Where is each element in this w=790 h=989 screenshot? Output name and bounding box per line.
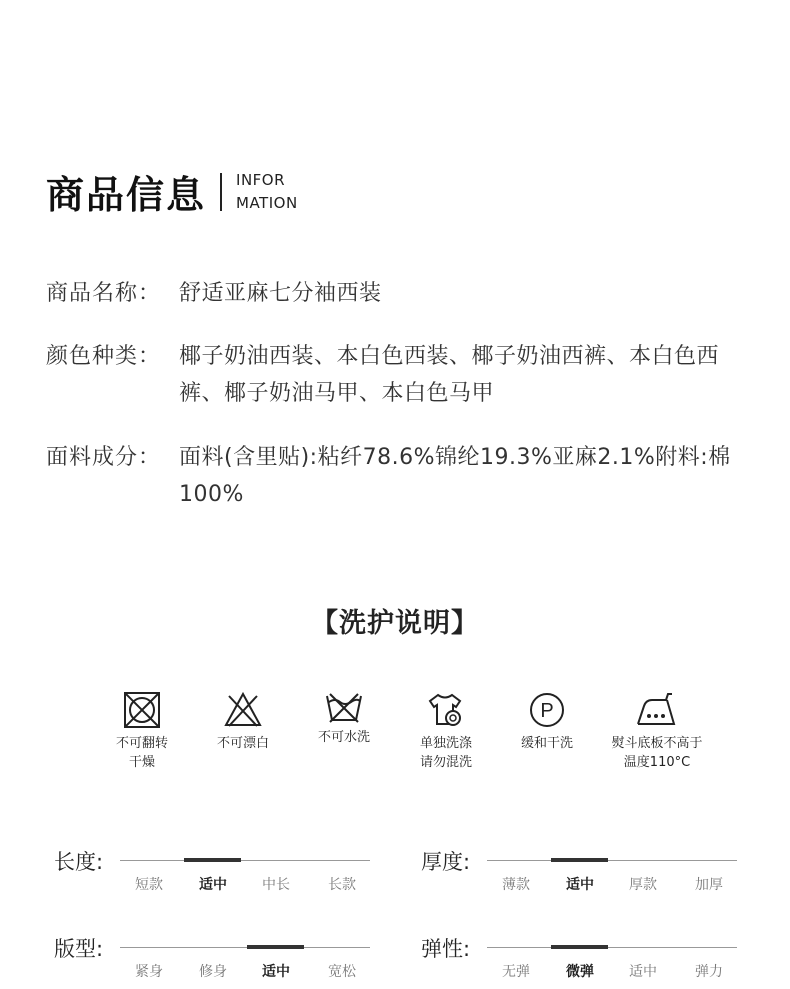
care-label: 缓和干洗 [520, 736, 573, 751]
care-title: 【洗护说明】 [311, 608, 479, 639]
scale-track [487, 860, 737, 861]
scale-track [120, 860, 370, 861]
section-title: 商品信息 [46, 173, 207, 217]
scale-option: 加厚 [695, 877, 723, 893]
section-header [46, 164, 298, 219]
scale-track [487, 947, 737, 948]
info-value: 舒适亚麻七分袖西装 [179, 281, 382, 306]
info-value: 椰子奶油西装、本白色西装、椰子奶油西裤、本白色西裤、椰子奶油马甲、本白色马甲 [179, 344, 720, 406]
no-wash-icon [324, 690, 364, 724]
info-row-name [46, 275, 739, 312]
care-item [289, 690, 399, 747]
scale-option: 中长 [262, 877, 290, 893]
scale-option-selected: 微弹 [566, 964, 594, 980]
no-tumble-dry-icon [122, 690, 162, 730]
wash-separately-icon [426, 690, 466, 730]
care-item [602, 690, 712, 772]
scale-indicator [551, 945, 608, 949]
scale-option: 长款 [328, 877, 356, 893]
scale-option: 无弹 [502, 964, 530, 980]
care-label: 熨斗底板不高于 温度110°C [611, 736, 703, 770]
care-item [391, 690, 501, 772]
info-label: 商品名称： [46, 281, 162, 306]
info-label: 面料成分： [46, 445, 162, 470]
header-en-line2: MATION [236, 193, 298, 212]
care-item [492, 690, 602, 753]
scale-option-selected: 适中 [199, 877, 227, 893]
info-row-fabric [46, 439, 739, 513]
care-item [188, 690, 298, 753]
scale-option: 宽松 [328, 964, 356, 980]
scale-option-selected: 适中 [566, 877, 594, 893]
scale-option: 厚款 [629, 877, 657, 893]
scale-label: 版型: [54, 937, 104, 961]
scale-option: 短款 [135, 877, 163, 893]
care-label: 不可水洗 [317, 730, 370, 745]
scale-track [120, 947, 370, 948]
svg-text:P: P [540, 700, 554, 722]
scale-option-selected: 适中 [262, 964, 290, 980]
info-row-colors [46, 338, 739, 412]
iron-icon [634, 690, 680, 730]
care-label: 不可漂白 [216, 736, 269, 751]
info-value: 面料(含里贴):粘纤78.6%锦纶19.3%亚麻2.1%附料:棉100% [179, 445, 731, 507]
scale-label: 厚度: [421, 850, 471, 874]
info-label: 颜色种类： [46, 344, 162, 369]
scale-option: 修身 [199, 964, 227, 980]
care-label: 单独洗涤 请勿混洗 [419, 736, 472, 770]
scale-option: 适中 [629, 964, 657, 980]
header-divider [220, 173, 222, 211]
scale-indicator [184, 858, 241, 862]
scale-label: 长度: [54, 850, 104, 874]
no-bleach-icon [223, 690, 263, 730]
care-item [87, 690, 197, 772]
header-en-line1: INFOR [236, 170, 286, 189]
scale-label: 弹性: [421, 937, 471, 961]
scale-indicator [551, 858, 608, 862]
scale-option: 薄款 [502, 877, 530, 893]
dry-clean-p-icon [527, 690, 567, 730]
scale-option: 紧身 [135, 964, 163, 980]
care-label: 不可翻转 干燥 [115, 736, 168, 770]
scale-option: 弹力 [695, 964, 723, 980]
scale-indicator [247, 945, 304, 949]
header-en [236, 169, 298, 215]
